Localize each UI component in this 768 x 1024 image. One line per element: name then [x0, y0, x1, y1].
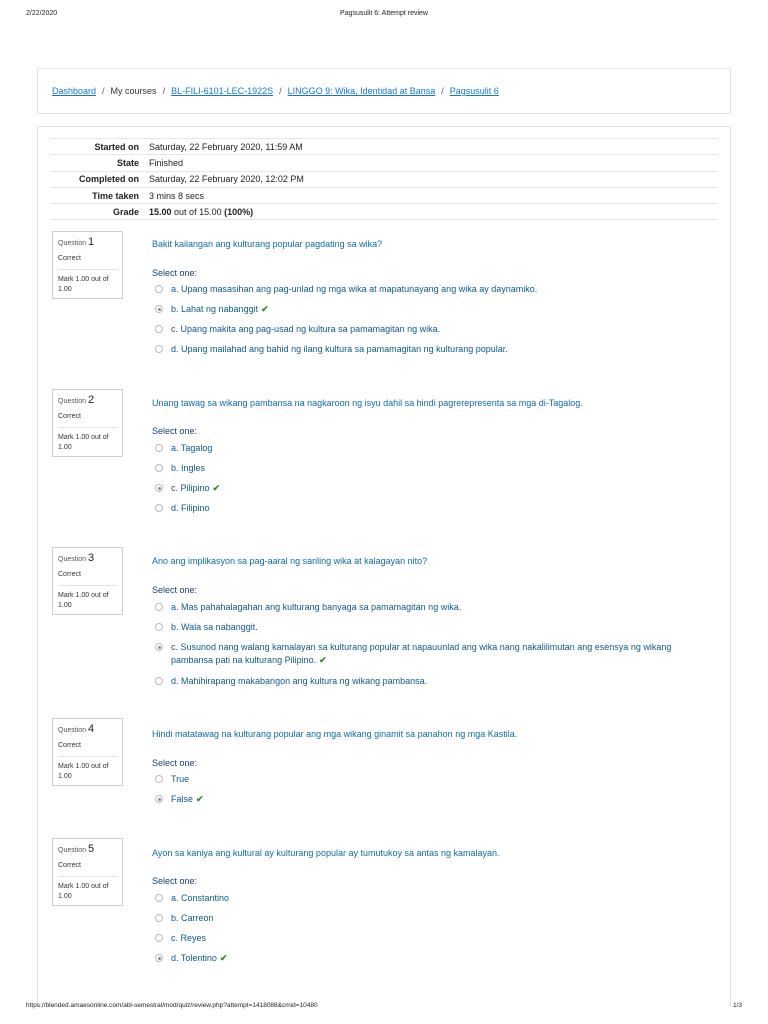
print-title: Pagsusulit 6: Attempt review: [340, 10, 428, 17]
radio-icon[interactable]: [155, 444, 163, 452]
radio-icon[interactable]: [155, 325, 163, 333]
question-state: Correct: [58, 254, 118, 270]
question-number: Question 5: [58, 843, 95, 855]
check-icon: ✔: [319, 655, 327, 666]
print-header: [0, 10, 768, 24]
answer-option-selected[interactable]: b. Lahat ng nabanggit ✔: [155, 303, 269, 316]
question-mark: Mark 1.00 out of 1.00: [58, 276, 109, 293]
completed-label: Completed on: [79, 174, 139, 185]
answer-option[interactable]: d. Mahihirapang makabangon ang kultura ng wikang pambansa.: [155, 675, 427, 688]
state-label: State: [116, 157, 139, 168]
question-text-5: Ayon sa kaniya ang kultural ay kulturang popular ay tumutukoy sa antas ng kamalayan.: [152, 848, 500, 858]
answer-option[interactable]: d. Upang mailahad ang bahid ng ilang kultura sa pamamagitan ng kulturang popular.: [155, 343, 508, 356]
breadcrumb-separator: /: [102, 86, 105, 96]
answer-option[interactable]: True: [155, 773, 189, 786]
breadcrumb-quiz-link[interactable]: Pagsusulit 6: [449, 86, 499, 96]
check-icon: ✔: [212, 483, 221, 493]
answer-option[interactable]: c. Reyes: [155, 932, 206, 945]
grade-label: Grade: [112, 206, 139, 217]
breadcrumb-separator: /: [162, 86, 166, 96]
summary-row-started: [51, 139, 717, 155]
breadcrumb-container: [37, 68, 731, 114]
summary-row-state: [51, 155, 717, 171]
radio-icon[interactable]: [155, 677, 163, 685]
summary-row-time: [51, 187, 717, 203]
radio-icon[interactable]: [155, 954, 163, 962]
question-text-3: Ano ang implikasyon sa pag-aaral ng sariling wika at kalagayan nito?: [152, 556, 428, 566]
answer-option-selected[interactable]: d. Tolentino ✔: [155, 952, 227, 965]
question-info-5: [52, 838, 123, 906]
answer-option[interactable]: d. Filipino: [155, 502, 210, 515]
check-icon: ✔: [261, 304, 269, 314]
radio-icon[interactable]: [155, 603, 163, 611]
question-mark: Mark 1.00 out of 1.00: [58, 883, 109, 900]
question-text-4: Hindi matatawag na kulturang popular ang mga wikang ginamit sa panahon ng mga Kastila.: [152, 729, 518, 739]
answer-option[interactable]: b. Wala sa nabanggit.: [155, 621, 258, 634]
radio-icon[interactable]: [155, 623, 163, 631]
time-taken-label: Time taken: [92, 190, 139, 201]
question-info-1: [52, 231, 123, 299]
select-one-prompt: Select one:: [152, 585, 198, 595]
select-one-prompt: Select one:: [152, 876, 198, 886]
radio-icon[interactable]: [155, 795, 163, 803]
answer-option[interactable]: a. Upang masasihan ang pag-unlad ng mga wika at mapatunayang ang wika ay daynamiko.: [155, 283, 537, 296]
radio-icon[interactable]: [155, 504, 163, 512]
answer-option[interactable]: a. Constantino: [155, 892, 229, 905]
radio-icon[interactable]: [155, 285, 163, 293]
radio-icon[interactable]: [155, 643, 163, 651]
radio-icon[interactable]: [155, 305, 163, 313]
check-icon: ✔: [196, 794, 204, 804]
breadcrumb-dashboard-link[interactable]: Dashboard: [52, 86, 97, 96]
main-content: [37, 126, 731, 1006]
check-icon: ✔: [219, 953, 228, 963]
radio-icon[interactable]: [155, 484, 163, 492]
radio-icon[interactable]: [155, 464, 163, 472]
summary-row-completed: [51, 171, 717, 187]
print-date: 2/22/2020: [26, 10, 58, 17]
breadcrumb-course-link[interactable]: BL-FILI-6101-LEC-1922S: [171, 86, 274, 96]
question-mark: Mark 1.00 out of 1.00: [58, 434, 109, 451]
radio-icon[interactable]: [155, 894, 163, 902]
radio-icon[interactable]: [155, 775, 163, 783]
breadcrumb-my-courses: My courses: [110, 86, 157, 96]
answer-option[interactable]: a. Mas pahahalagahan ang kulturang banyaga sa pamamagitan ng wika.: [155, 601, 461, 614]
question-text-1: Bakit kailangan ang kulturang popular pagdating sa wika?: [152, 239, 383, 249]
question-text-2: Unang tawag sa wikang pambansa na nagkaroon ng isyu dahil sa hindi pagrerepresenta sa mga di-Tagalog.: [152, 398, 583, 408]
answer-option-selected[interactable]: False ✔: [155, 793, 204, 806]
question-info-3: [52, 547, 123, 615]
question-mark: Mark 1.00 out of 1.00: [58, 592, 109, 609]
select-one-prompt: Select one:: [152, 268, 198, 278]
answer-option-selected[interactable]: c. Susunod nang walang kamalayan sa kulturang popular at napauunlad ang wika nang nakalilimutan ang esensya ng wikang pambansa pati na kulturang Pilipino. ✔: [155, 641, 705, 667]
question-state: Correct: [58, 570, 118, 586]
question-number: Question 2: [58, 394, 95, 406]
question-state: Correct: [58, 741, 118, 757]
question-info-2: [52, 389, 123, 457]
grade-value: [149, 204, 717, 220]
state-value: Finished: [149, 157, 184, 168]
question-number: Question 3: [58, 552, 95, 564]
print-page-number: 1/3: [732, 1002, 742, 1009]
question-info-4: [52, 718, 123, 786]
question-number: Question 1: [58, 236, 95, 248]
grade-percent: (100%): [224, 206, 254, 217]
radio-icon[interactable]: [155, 914, 163, 922]
radio-icon[interactable]: [155, 345, 163, 353]
select-one-prompt: Select one:: [152, 758, 198, 768]
breadcrumb-separator: /: [441, 86, 444, 96]
completed-value: Saturday, 22 February 2020, 12:02 PM: [149, 174, 304, 185]
question-number: Question 4: [58, 723, 95, 735]
breadcrumb: [52, 86, 499, 96]
summary-row-grade: [51, 204, 717, 220]
started-value: Saturday, 22 February 2020, 11:59 AM: [149, 141, 303, 152]
answer-option[interactable]: b. Ingles: [155, 462, 205, 475]
select-one-prompt: Select one:: [152, 426, 198, 436]
answer-option-selected[interactable]: c. Pilipino ✔: [155, 482, 220, 495]
time-taken-value: 3 mins 8 secs: [149, 190, 205, 201]
breadcrumb-week-link[interactable]: LINGGO 9: Wika, Identidad at Bansa: [287, 86, 436, 96]
breadcrumb-separator: /: [279, 86, 282, 96]
question-state: Correct: [58, 412, 118, 428]
answer-option[interactable]: b. Carreon: [155, 912, 214, 925]
grade-out-of: out of 15.00: [174, 206, 222, 217]
attempt-summary-table: [51, 138, 717, 220]
grade-score: 15.00: [149, 206, 172, 217]
question-mark: Mark 1.00 out of 1.00: [58, 763, 109, 780]
answer-option[interactable]: a. Tagalog: [155, 442, 212, 455]
answer-option[interactable]: c. Upang makita ang pag-usad ng kultura sa pamamagitan ng wika.: [155, 323, 440, 336]
radio-icon[interactable]: [155, 934, 163, 942]
started-label: Started on: [94, 141, 139, 152]
question-state: Correct: [58, 861, 118, 877]
print-url: https://blended.amaesonline.com/abl-semestral/mod/quiz/review.php?attempt=1418088&cmid=10480: [26, 1002, 318, 1009]
